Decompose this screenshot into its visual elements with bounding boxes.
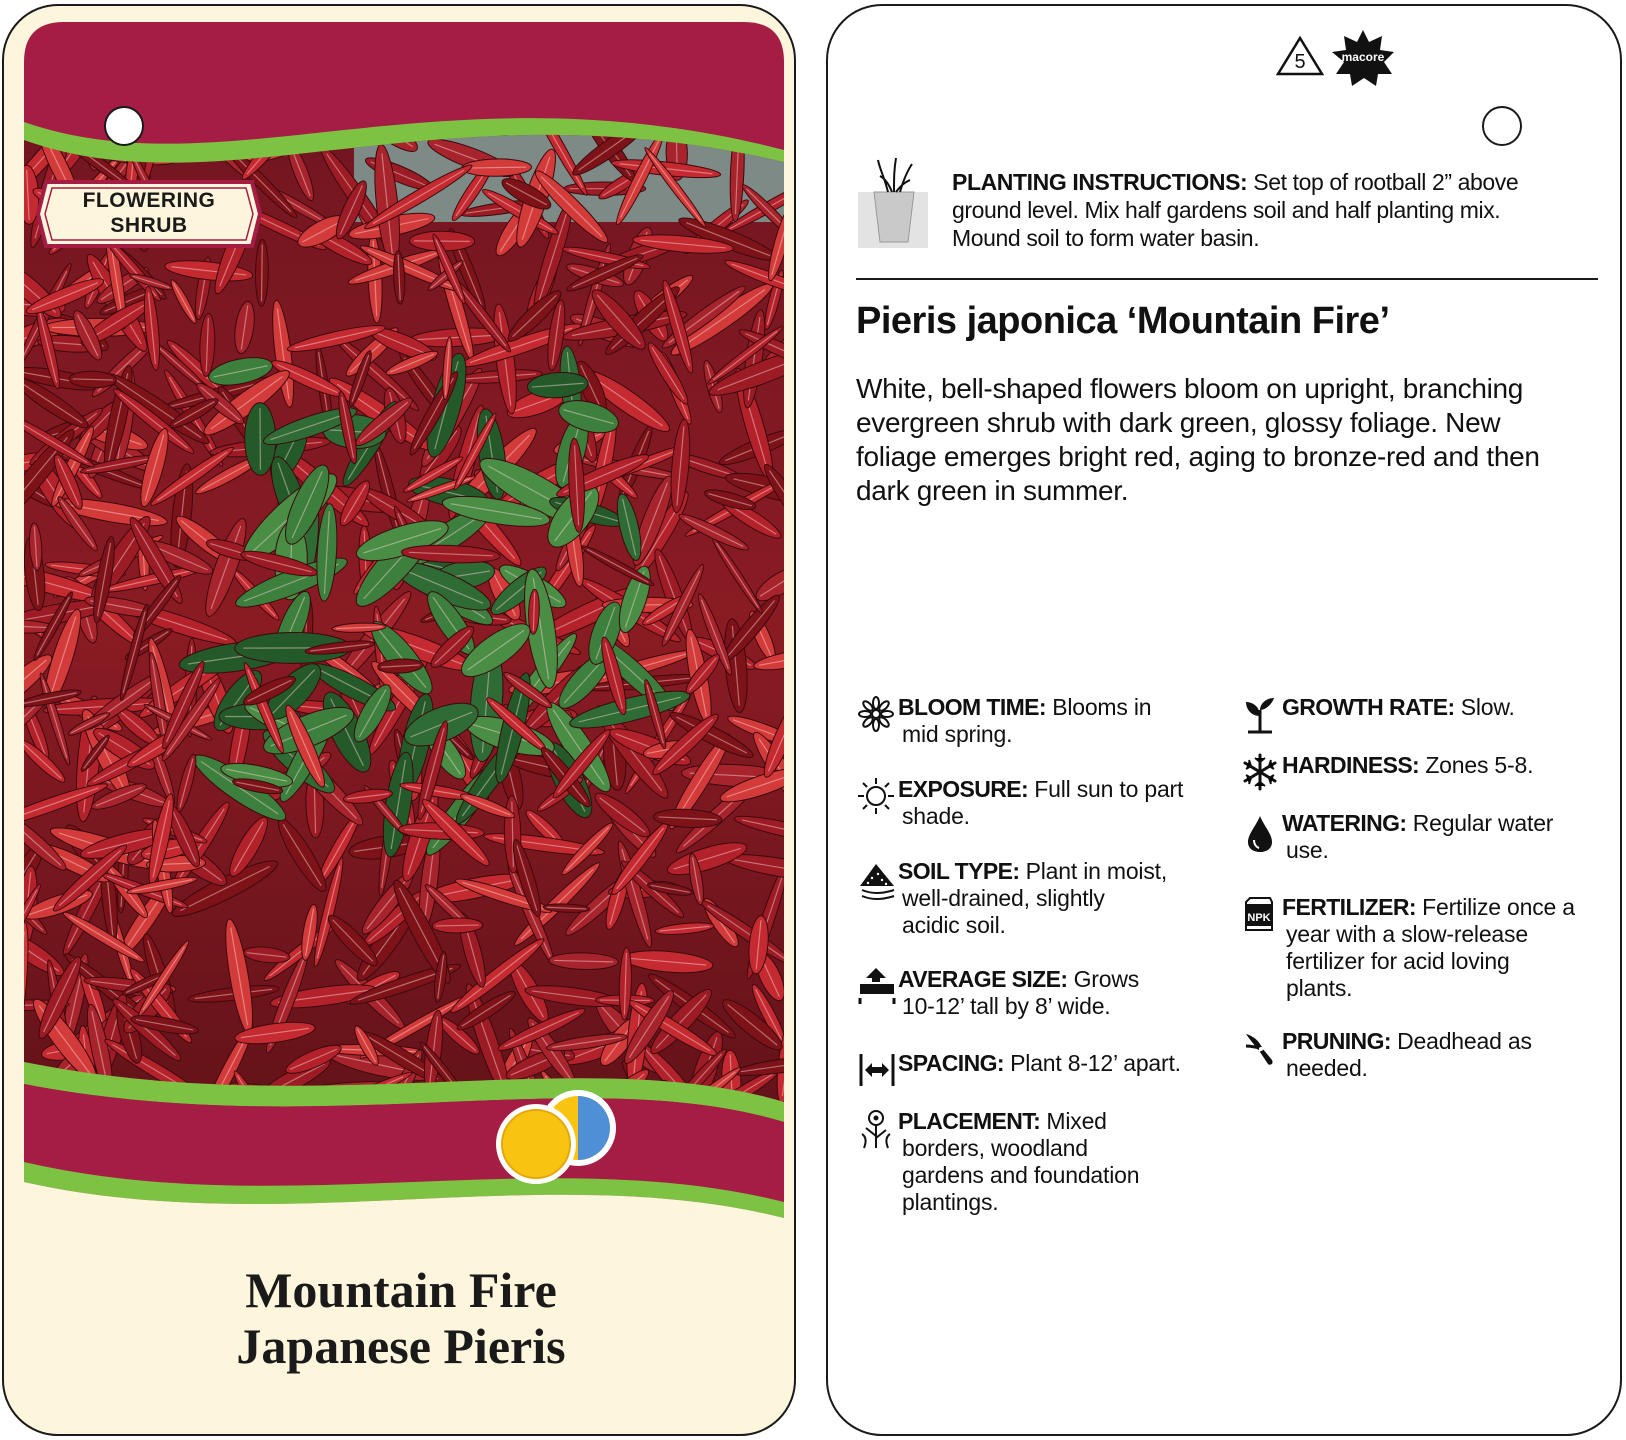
average-size-label: AVERAGE SIZE: bbox=[898, 966, 1068, 992]
placement-text bbox=[898, 1108, 1226, 1216]
placement-label: PLACEMENT: bbox=[898, 1108, 1041, 1134]
badge-text bbox=[36, 188, 262, 238]
common-name bbox=[4, 1262, 796, 1374]
pot-icon bbox=[858, 156, 928, 252]
exposure-value-1: Full sun to part bbox=[1028, 776, 1184, 802]
planting-line-3: Mound soil to form water basin. bbox=[952, 225, 1260, 251]
height-icon bbox=[858, 966, 898, 1006]
soil-type-label: SOIL TYPE: bbox=[898, 858, 1020, 884]
soil-type-value-1: Plant in moist, bbox=[1019, 858, 1168, 884]
recycle-number: 5 bbox=[1294, 51, 1306, 73]
spacing-label: SPACING: bbox=[898, 1050, 1004, 1076]
hang-hole bbox=[1482, 106, 1522, 146]
bloom-time-value-2: mid spring. bbox=[902, 721, 1013, 747]
fertilizer-value-2: year with a slow-release bbox=[1286, 921, 1528, 947]
soil-type-text bbox=[898, 858, 1226, 939]
fertilizer-value-1: Fertilize once a bbox=[1415, 894, 1575, 920]
average-size-value-1: Grows bbox=[1067, 966, 1140, 992]
average-size-value-2: 10-12’ tall by 8’ wide. bbox=[902, 993, 1111, 1019]
watering-text bbox=[1282, 810, 1602, 864]
soil-type-value-3: acidic soil. bbox=[902, 912, 1006, 938]
growth-icon bbox=[1242, 694, 1282, 734]
category-badge bbox=[36, 170, 262, 258]
watering-value-2: use. bbox=[1286, 837, 1329, 863]
pruning-label: PRUNING: bbox=[1282, 1028, 1391, 1054]
exposure-value-2: shade. bbox=[902, 803, 970, 829]
hang-hole bbox=[104, 106, 144, 146]
growth-rate-label: GROWTH RATE: bbox=[1282, 694, 1455, 720]
common-name-line-1: Mountain Fire bbox=[245, 1262, 557, 1318]
growth-rate-text bbox=[1282, 694, 1602, 721]
soil-type-value-2: well-drained, slightly bbox=[902, 885, 1105, 911]
spacing-value-1: Plant 8-12’ apart. bbox=[1003, 1050, 1181, 1076]
placement-value-4: plantings. bbox=[902, 1189, 999, 1215]
spacing-icon bbox=[858, 1050, 898, 1090]
description bbox=[856, 372, 1598, 508]
hardiness-value-1: Zones 5-8. bbox=[1419, 752, 1534, 778]
fertilizer-icon bbox=[1242, 894, 1282, 934]
macore-logo bbox=[1328, 28, 1398, 88]
divider bbox=[856, 278, 1598, 280]
bloom-time-text bbox=[898, 694, 1226, 748]
back-tag bbox=[826, 4, 1622, 1436]
full-sun-icon bbox=[496, 1104, 576, 1184]
description-line-1: White, bell-shaped flowers bloom on upright, branching bbox=[856, 373, 1524, 404]
bloom-time-label: BLOOM TIME: bbox=[898, 694, 1046, 720]
bloom-time-value-1: Blooms in bbox=[1046, 694, 1152, 720]
pruning-value-2: needed. bbox=[1286, 1055, 1368, 1081]
flower-icon bbox=[858, 694, 898, 734]
macore-label: macore bbox=[1341, 50, 1385, 64]
planting-line-1: Set top of rootball 2” above bbox=[1247, 169, 1519, 195]
fertilizer-text bbox=[1282, 894, 1602, 1002]
hardiness-text bbox=[1282, 752, 1602, 779]
latin-name: Pieris japonica ‘Mountain Fire’ bbox=[856, 300, 1390, 342]
fertilizer-value-3: fertilizer for acid loving bbox=[1286, 948, 1510, 974]
description-line-3: foliage emerges bright red, aging to bronze-red and then bbox=[856, 441, 1540, 472]
placement-icon bbox=[858, 1108, 898, 1148]
description-line-4: dark green in summer. bbox=[856, 475, 1129, 506]
sun-icon bbox=[858, 776, 898, 816]
fertilizer-value-4: plants. bbox=[1286, 975, 1353, 1001]
placement-value-2: borders, woodland bbox=[902, 1135, 1088, 1161]
average-size-text bbox=[898, 966, 1226, 1020]
planting-text bbox=[952, 168, 1592, 252]
soil-icon bbox=[858, 858, 898, 898]
spacing-text bbox=[898, 1050, 1226, 1077]
hardiness-label: HARDINESS: bbox=[1282, 752, 1420, 778]
common-name-line-2: Japanese Pieris bbox=[236, 1318, 566, 1374]
fertilizer-label: FERTILIZER: bbox=[1282, 894, 1416, 920]
badge-line-1: FLOWERING bbox=[82, 189, 216, 212]
recycle-icon bbox=[1274, 34, 1326, 80]
exposure-label: EXPOSURE: bbox=[898, 776, 1029, 802]
placement-value-3: gardens and foundation bbox=[902, 1162, 1140, 1188]
description-line-2: evergreen shrub with dark green, glossy foliage. New bbox=[856, 407, 1501, 438]
placement-value-1: Mixed bbox=[1040, 1108, 1107, 1134]
front-tag bbox=[2, 4, 796, 1436]
exposure-text bbox=[898, 776, 1226, 830]
water-drop-icon bbox=[1242, 810, 1282, 850]
watering-label: WATERING: bbox=[1282, 810, 1407, 836]
pruning-value-1: Deadhead as bbox=[1390, 1028, 1532, 1054]
planting-label: PLANTING INSTRUCTIONS: bbox=[952, 169, 1248, 195]
badge-line-2: SHRUB bbox=[110, 214, 188, 237]
sun-exposure-icons bbox=[494, 1086, 634, 1186]
pruning-shears-icon bbox=[1242, 1028, 1282, 1068]
pruning-text bbox=[1282, 1028, 1602, 1082]
snowflake-icon bbox=[1242, 752, 1282, 792]
planting-line-2: ground level. Mix half gardens soil and half planting mix. bbox=[952, 197, 1501, 223]
watering-value-1: Regular water bbox=[1406, 810, 1554, 836]
npk-label: NPK bbox=[1247, 912, 1271, 924]
growth-rate-value-1: Slow. bbox=[1454, 694, 1515, 720]
